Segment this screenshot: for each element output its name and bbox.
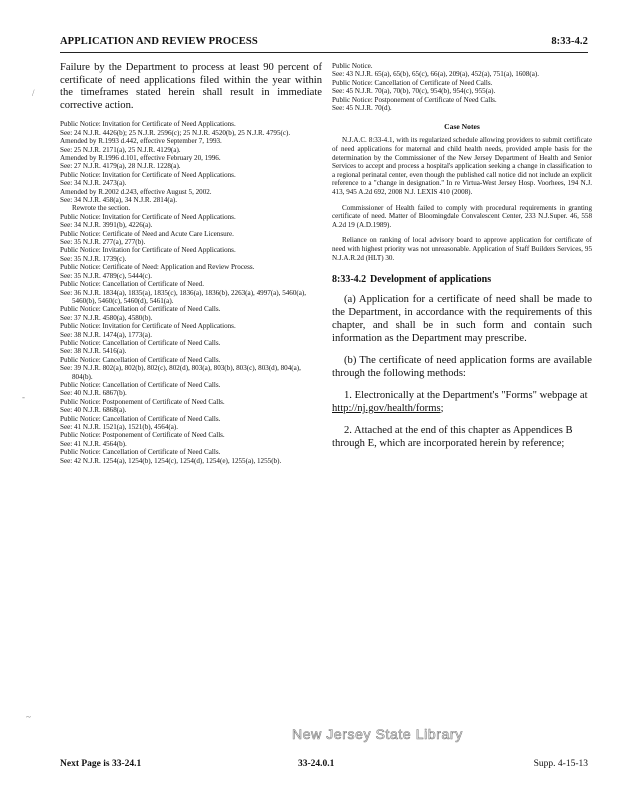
forms-link[interactable]: http://nj.gov/health/forms: [332, 403, 441, 415]
history-citation: See: 35 N.J.R. 277(a), 277(b).: [60, 238, 146, 247]
history-entry: Public Notice.: [332, 62, 373, 70]
section-title: Development of applications: [370, 274, 492, 286]
section-heading: [332, 274, 592, 285]
paragraph-b: (b) The certificate of need application forms are available through the following methods:: [332, 355, 592, 380]
history-citation: See: 34 N.J.R. 3991(b), 4226(a).: [60, 221, 153, 230]
history-entry: Public Notice: Postponement of Certificate of Need Calls.: [60, 397, 225, 406]
history-entry: Public Notice: Cancellation of Certificate of Need Calls.: [60, 355, 221, 364]
item1-text: 1. Electronically at the Department's "Forms" webpage at: [344, 390, 588, 402]
right-column: [332, 62, 592, 459]
list-item-2: 2. Attached at the end of this chapter as Appendices B through E, which are incorporated herein by reference;: [332, 425, 573, 450]
item1-suffix: ;: [440, 403, 444, 415]
history-citation: See: 40 N.J.R. 6867(b).: [60, 389, 127, 398]
history-citation: See: 43 N.J.R. 65(a), 65(b), 65(c), 66(a), 209(a), 452(a), 751(a), 1608(a).: [332, 70, 540, 79]
history-entry: Public Notice: Postponement of Certificate of Need Calls.: [60, 431, 225, 440]
history-citation: See: 40 N.J.R. 6868(a).: [60, 406, 127, 415]
margin-mark: /: [32, 88, 35, 98]
history-citation: See: 45 N.J.R. 70(d).: [332, 104, 392, 113]
history-entry: Public Notice: Invitation for Certificate of Need Applications.: [60, 170, 236, 179]
paragraph-a: (a) Application for a certificate of need shall be made to the Department, in accordance with the requirements of this chapter, and shall be in such form and contain such information as the Department may prescribe.: [332, 294, 592, 345]
footer-page-number: 33-24.0.1: [298, 759, 335, 769]
section-number: 8:33-4.2: [332, 274, 367, 286]
history-note: Rewrote the section.: [72, 204, 131, 213]
history-entry: Public Notice: Cancellation of Certificate of Need Calls.: [60, 305, 221, 314]
history-citation: See: 45 N.J.R. 70(a), 70(b), 70(c), 954(b), 954(c), 955(a).: [332, 87, 496, 96]
history-entry: Public Notice: Cancellation of Certificate of Need Calls.: [60, 414, 221, 423]
history-notes-continued: [332, 62, 592, 112]
header-chapter-title: APPLICATION AND REVIEW PROCESS: [60, 36, 258, 47]
history-notes: [60, 120, 322, 465]
history-citation: See: 37 N.J.R. 4580(a), 4580(b).: [60, 313, 153, 322]
history-citation: See: 27 N.J.R. 4179(a), 28 N.J.R. 1228(a).: [60, 162, 181, 171]
history-entry: Amended by R.2002 d.243, effective August 5, 2002.: [60, 187, 212, 196]
case-note: Reliance on ranking of local advisory board to approve application for certificate of need with highest priority was not unreasonable. Application of Staff Builders Services, 95 N.J.A.R.2d (HLT) 30.: [332, 236, 592, 262]
history-entry: Amended by R.1993 d.442, effective September 7, 1993.: [60, 137, 222, 146]
history-entry: Public Notice: Cancellation of Certificate of Need.: [60, 280, 204, 289]
history-entry: Public Notice: Invitation for Certificate of Need Applications.: [60, 322, 236, 331]
running-header: [60, 36, 588, 50]
history-citation: See: 42 N.J.R. 1254(a), 1254(b), 1254(c), 1254(d), 1254(e), 1255(a), 1255(b).: [60, 456, 282, 465]
history-entry: Public Notice: Postponement of Certificate of Need Calls.: [332, 95, 497, 104]
history-entry: Public Notice: Invitation for Certificate of Need Applications.: [60, 212, 236, 221]
margin-mark: ~: [26, 712, 31, 722]
history-entry: Public Notice: Cancellation of Certificate of Need Calls.: [60, 338, 221, 347]
history-citation: See: 35 N.J.R. 1739(c).: [60, 254, 127, 263]
case-note: Commissioner of Health failed to comply with procedural requirements in granting certificate of need. Matter of Bloomingdale Convalescent Center, 233 N.J.Super. 46, 558 A.2d 19 (A.D.1989).: [332, 203, 592, 229]
library-watermark: New Jersey State Library: [292, 726, 463, 742]
history-citation: See: 34 N.J.R. 458(a), 34 N.J.R. 2814(a).: [60, 196, 178, 205]
history-entry: Public Notice: Invitation for Certificate of Need Applications.: [60, 246, 236, 255]
lead-paragraph: Failure by the Department to process at least 90 percent of certificate of need applications filed within the year within the timeframes stated herein shall result in immediate corrective action.: [60, 62, 322, 111]
history-citation: See: 38 N.J.R. 1474(a), 1773(a).: [60, 330, 153, 339]
history-citation: See: 41 N.J.R. 4564(b).: [60, 439, 127, 448]
history-entry: Public Notice: Cancellation of Certificate of Need Calls.: [60, 448, 221, 457]
history-entry: Public Notice: Certificate of Need and Acute Care Licensure.: [60, 229, 234, 238]
footer-next-page: Next Page is 33-24.1: [60, 759, 142, 769]
history-entry: Public Notice: Invitation for Certificate of Need Applications.: [60, 120, 236, 129]
left-column: [60, 62, 322, 465]
list-item-1: [332, 389, 592, 415]
history-citation: See: 24 N.J.R. 4426(b); 25 N.J.R. 2596(c); 25 N.J.R. 4520(b), 25 N.J.R. 4795(c).: [60, 128, 291, 137]
case-notes-heading: Case Notes: [444, 122, 480, 132]
history-citation: See: 36 N.J.R. 1834(a), 1835(a), 1835(c), 1836(a), 1836(b), 2263(a), 4997(a), 5460(a), 5460(b), 5460(c), 5460(d), 5461(a).: [60, 288, 307, 305]
history-citation: See: 41 N.J.R. 1521(a), 1521(b), 4564(a).: [60, 423, 179, 431]
header-rule: [60, 52, 588, 53]
history-citation: See: 35 N.J.R. 4789(c), 5444(c).: [60, 271, 153, 280]
header-section-number: 8:33-4.2: [551, 36, 588, 47]
history-entry: Public Notice: Cancellation of Certificate of Need Calls.: [332, 78, 493, 87]
history-citation: See: 25 N.J.R. 2171(a), 25 N.J.R. 4129(a).: [60, 145, 181, 154]
history-citation: See: 34 N.J.R. 2473(a).: [60, 179, 127, 188]
history-citation: See: 39 N.J.R. 802(a), 802(b), 802(c), 802(d), 803(a), 803(b), 803(c), 803(d), 804(a), 804(b).: [60, 364, 301, 381]
footer-supplement-date: Supp. 4-15-13: [533, 759, 588, 769]
history-entry: Amended by R.1996 d.101, effective February 20, 1996.: [60, 154, 221, 162]
history-entry: Public Notice: Cancellation of Certificate of Need Calls.: [60, 380, 221, 389]
case-note: N.J.A.C. 8:33-4.1, with its regularized schedule allowing providers to submit certificate of need applications for maternal and child health needs, provided ample basis for the determination by the Commissioner of the New Jersey Department of Health and Senior Services to accept and process a hospital's application seeking a change in classification to a regional perinatal center, even though the published call notice did not include an explicit reference to a "change in designation." In re Virtua-West Jersey Hosp. Voorhees, 194 N.J. 413, 945 A.2d 692, 2008 N.J. LEXIS 410 (2008).: [332, 136, 592, 196]
history-citation: See: 38 N.J.R. 5416(a).: [60, 347, 127, 356]
history-entry: Public Notice: Certificate of Need: Application and Review Process.: [60, 263, 255, 272]
margin-mark: -: [22, 392, 25, 402]
